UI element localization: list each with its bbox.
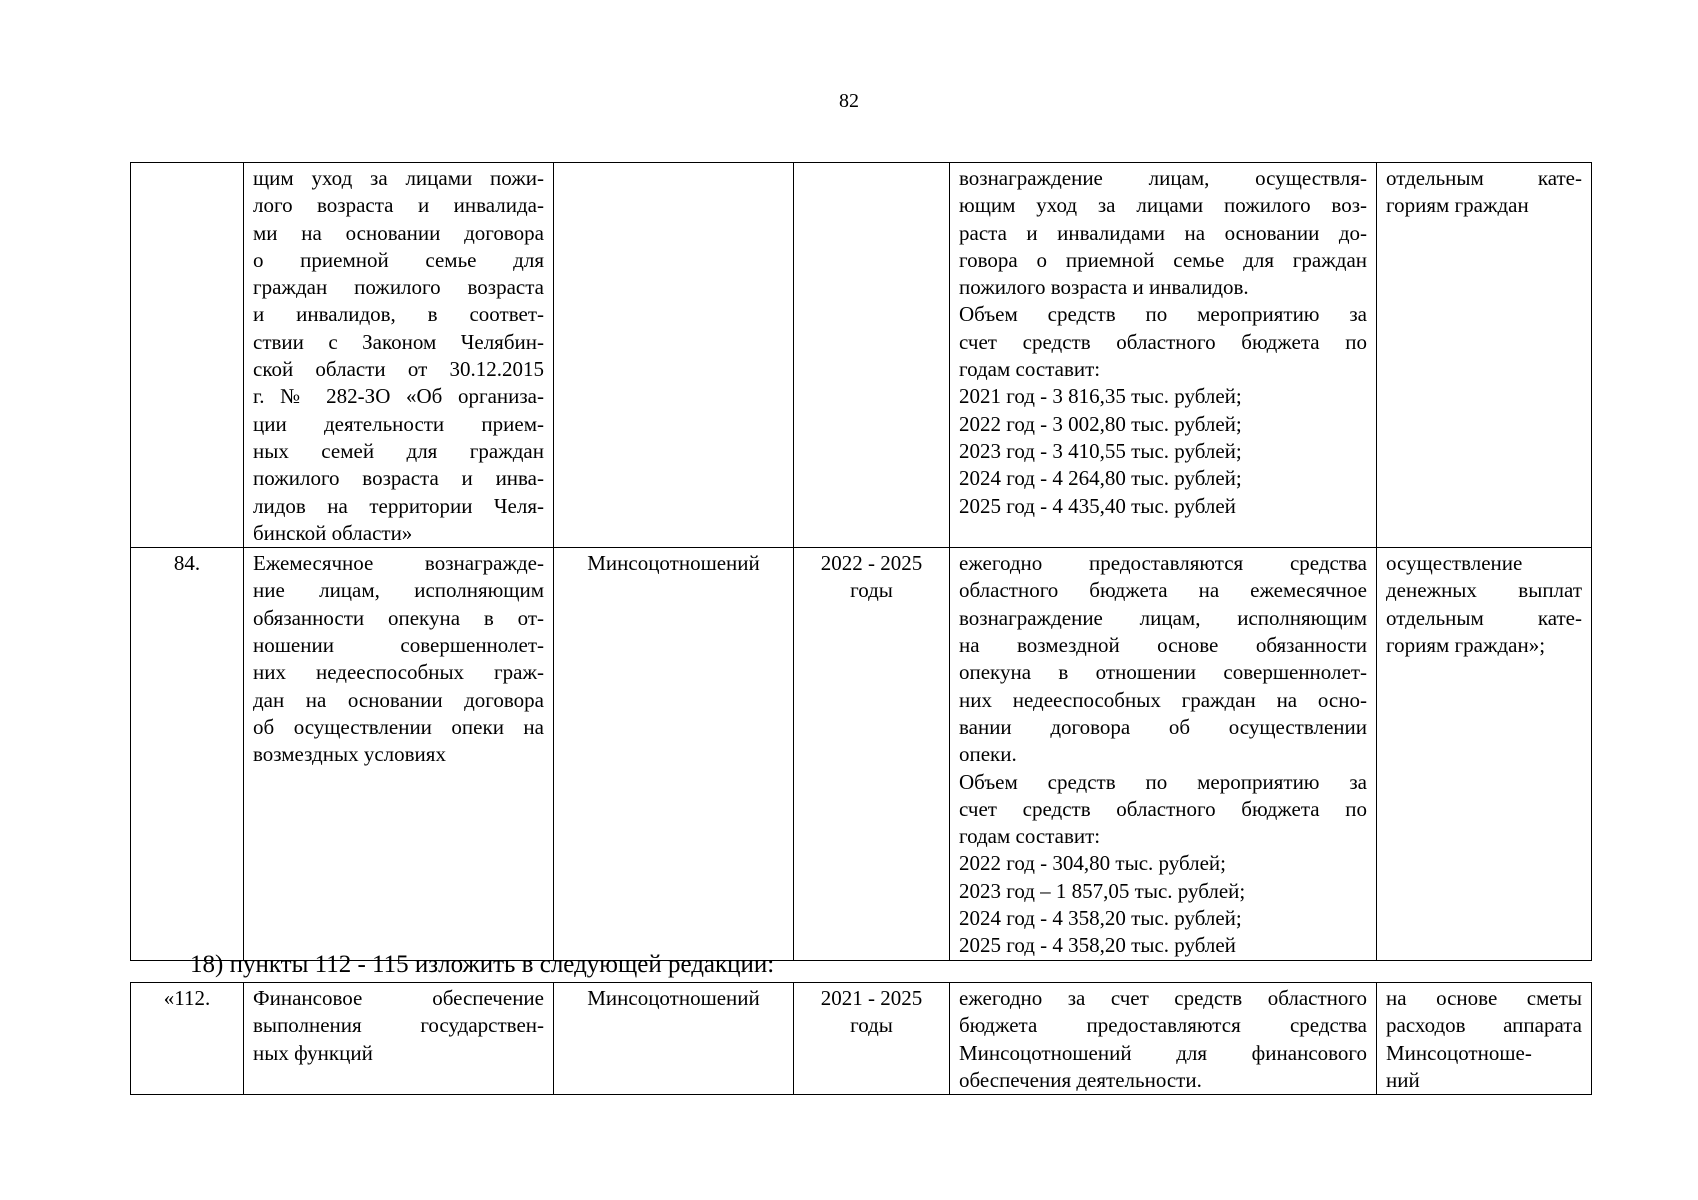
executor-label: Минсоцотношений <box>587 551 760 576</box>
text-line: обязанности опекуна в от- <box>253 605 544 630</box>
note-cell <box>1377 548 1592 960</box>
activity-name-cell <box>244 983 554 1095</box>
text-line: пожилого возраста и инва- <box>253 466 544 491</box>
text-line: Объем средств по мероприятию за <box>959 302 1367 327</box>
row-number-cell <box>131 163 244 548</box>
text-line: денежных выплат <box>1386 578 1582 603</box>
text-line: Ежемесячное вознагражде- <box>253 551 544 576</box>
text-line: них недееспособных граждан на осно- <box>959 687 1367 712</box>
text-line: ской области от 30.12.2015 <box>253 357 544 382</box>
note-cell <box>1377 983 1592 1095</box>
budget-line-2025: 2025 год - 4 435,40 тыс. рублей <box>959 493 1236 518</box>
text-line: бюджета предоставляются средства <box>959 1013 1367 1038</box>
table-row <box>131 163 1592 548</box>
activities-table <box>130 162 1592 961</box>
table-row <box>131 983 1592 1095</box>
text-line: ние лицам, исполняющим <box>253 578 544 603</box>
text-line: ми на основании договора <box>253 220 544 245</box>
executor-label: Минсоцотношений <box>587 986 760 1010</box>
text-line: Минсоцотношений для финансового <box>959 1040 1367 1065</box>
text-line: счет средств областного бюджета по <box>959 329 1367 354</box>
amended-items-table <box>130 982 1592 1095</box>
budget-line-2023: 2023 год - 3 410,55 тыс. рублей; <box>959 438 1242 463</box>
budget-line-2022: 2022 год - 304,80 тыс. рублей; <box>959 851 1227 876</box>
text-line: обеспечения деятельности. <box>959 1067 1202 1092</box>
text-line: дан на основании договора <box>253 687 544 712</box>
period-cell <box>794 548 950 960</box>
period-years: 2021 - 2025 <box>820 986 923 1010</box>
text-line: отдельным кате- <box>1386 166 1582 190</box>
text-line: Минсоцотноше- <box>1386 1040 1532 1065</box>
text-line: вознаграждение лицам, исполняющим <box>959 605 1367 630</box>
text-line: ежегодно предоставляются средства <box>959 551 1367 576</box>
budget-line-2023: 2023 год – 1 857,05 тыс. рублей; <box>959 878 1246 903</box>
period-unit: годы <box>850 578 893 603</box>
text-line: об осуществлении опеки на <box>253 714 544 739</box>
executor-cell <box>554 983 794 1095</box>
text-line: отдельным кате- <box>1386 605 1582 630</box>
text-line: годам составит: <box>959 824 1101 849</box>
budget-line-2024: 2024 год - 4 358,20 тыс. рублей; <box>959 906 1242 931</box>
text-line: ных семей для граждан <box>253 438 544 463</box>
text-line: ствии с Законом Челябин- <box>253 329 544 354</box>
amendment-instruction: 18) пункты 112 - 115 изложить в следующей редакции: <box>190 951 775 978</box>
text-line: осуществление <box>1386 551 1523 576</box>
period-cell <box>794 163 950 548</box>
text-line: вании договора об осуществлении <box>959 714 1367 739</box>
text-line: г. № 282-ЗО «Об организа- <box>253 384 544 409</box>
text-line: ний <box>1386 1067 1420 1092</box>
text-line: возмездных условиях <box>253 742 446 767</box>
text-line: ношении совершеннолет- <box>253 633 544 658</box>
text-line: лидов на территории Челя- <box>253 493 544 518</box>
activity-name-cell <box>244 163 554 548</box>
text-line: пожилого возраста и инвалидов. <box>959 275 1249 300</box>
text-line: на основе сметы <box>1386 986 1582 1010</box>
text-line: ции деятельности прием- <box>253 411 544 436</box>
executor-cell <box>554 548 794 960</box>
text-line: опеки. <box>959 742 1017 767</box>
text-line: гориям граждан»; <box>1386 633 1546 658</box>
result-cell <box>950 983 1377 1095</box>
text-line: о приемной семье для <box>253 247 544 272</box>
text-line: них недееспособных граж- <box>253 660 544 685</box>
text-line: лого возраста и инвалида- <box>253 193 544 218</box>
text-line: говора о приемной семье для граждан <box>959 247 1367 272</box>
text-line: гориям граждан <box>1386 193 1529 218</box>
text-line: раста и инвалидами на основании до- <box>959 220 1367 245</box>
table-row <box>131 548 1592 960</box>
text-line: выполнения государствен- <box>253 1013 544 1038</box>
budget-line-2025: 2025 год - 4 358,20 тыс. рублей <box>959 933 1236 958</box>
text-line: граждан пожилого возраста <box>253 275 544 300</box>
period-years: 2022 - 2025 <box>820 551 923 576</box>
budget-line-2024: 2024 год - 4 264,80 тыс. рублей; <box>959 466 1242 491</box>
text-line: и инвалидов, в соответ- <box>253 302 544 327</box>
note-cell <box>1377 163 1592 548</box>
text-line: Объем средств по мероприятию за <box>959 769 1367 794</box>
result-cell <box>950 548 1377 960</box>
text-line: щим уход за лицами пожи- <box>253 166 544 190</box>
executor-cell <box>554 163 794 548</box>
result-cell <box>950 163 1377 548</box>
text-line: годам составит: <box>959 357 1101 382</box>
text-line: областного бюджета на ежемесячное <box>959 578 1367 603</box>
activity-name-cell <box>244 548 554 960</box>
text-line: вознаграждение лицам, осуществля- <box>959 166 1367 190</box>
period-unit: годы <box>850 1013 893 1038</box>
text-line: счет средств областного бюджета по <box>959 796 1367 821</box>
row-number-cell: 84. <box>131 548 244 960</box>
text-line: ных функций <box>253 1040 373 1065</box>
text-line: расходов аппарата <box>1386 1013 1582 1038</box>
text-line: на возмездной основе обязанности <box>959 633 1367 658</box>
text-line: бинской области» <box>253 520 413 545</box>
page-number: 82 <box>839 90 859 112</box>
budget-line-2021: 2021 год - 3 816,35 тыс. рублей; <box>959 384 1242 409</box>
budget-line-2022: 2022 год - 3 002,80 тыс. рублей; <box>959 411 1242 436</box>
text-line: ежегодно за счет средств областного <box>959 986 1367 1010</box>
text-line: Финансовое обеспечение <box>253 986 544 1010</box>
row-number-cell: «112. <box>131 983 244 1095</box>
period-cell <box>794 983 950 1095</box>
text-line: опекуна в отношении совершеннолет- <box>959 660 1367 685</box>
text-line: ющим уход за лицами пожилого воз- <box>959 193 1367 218</box>
